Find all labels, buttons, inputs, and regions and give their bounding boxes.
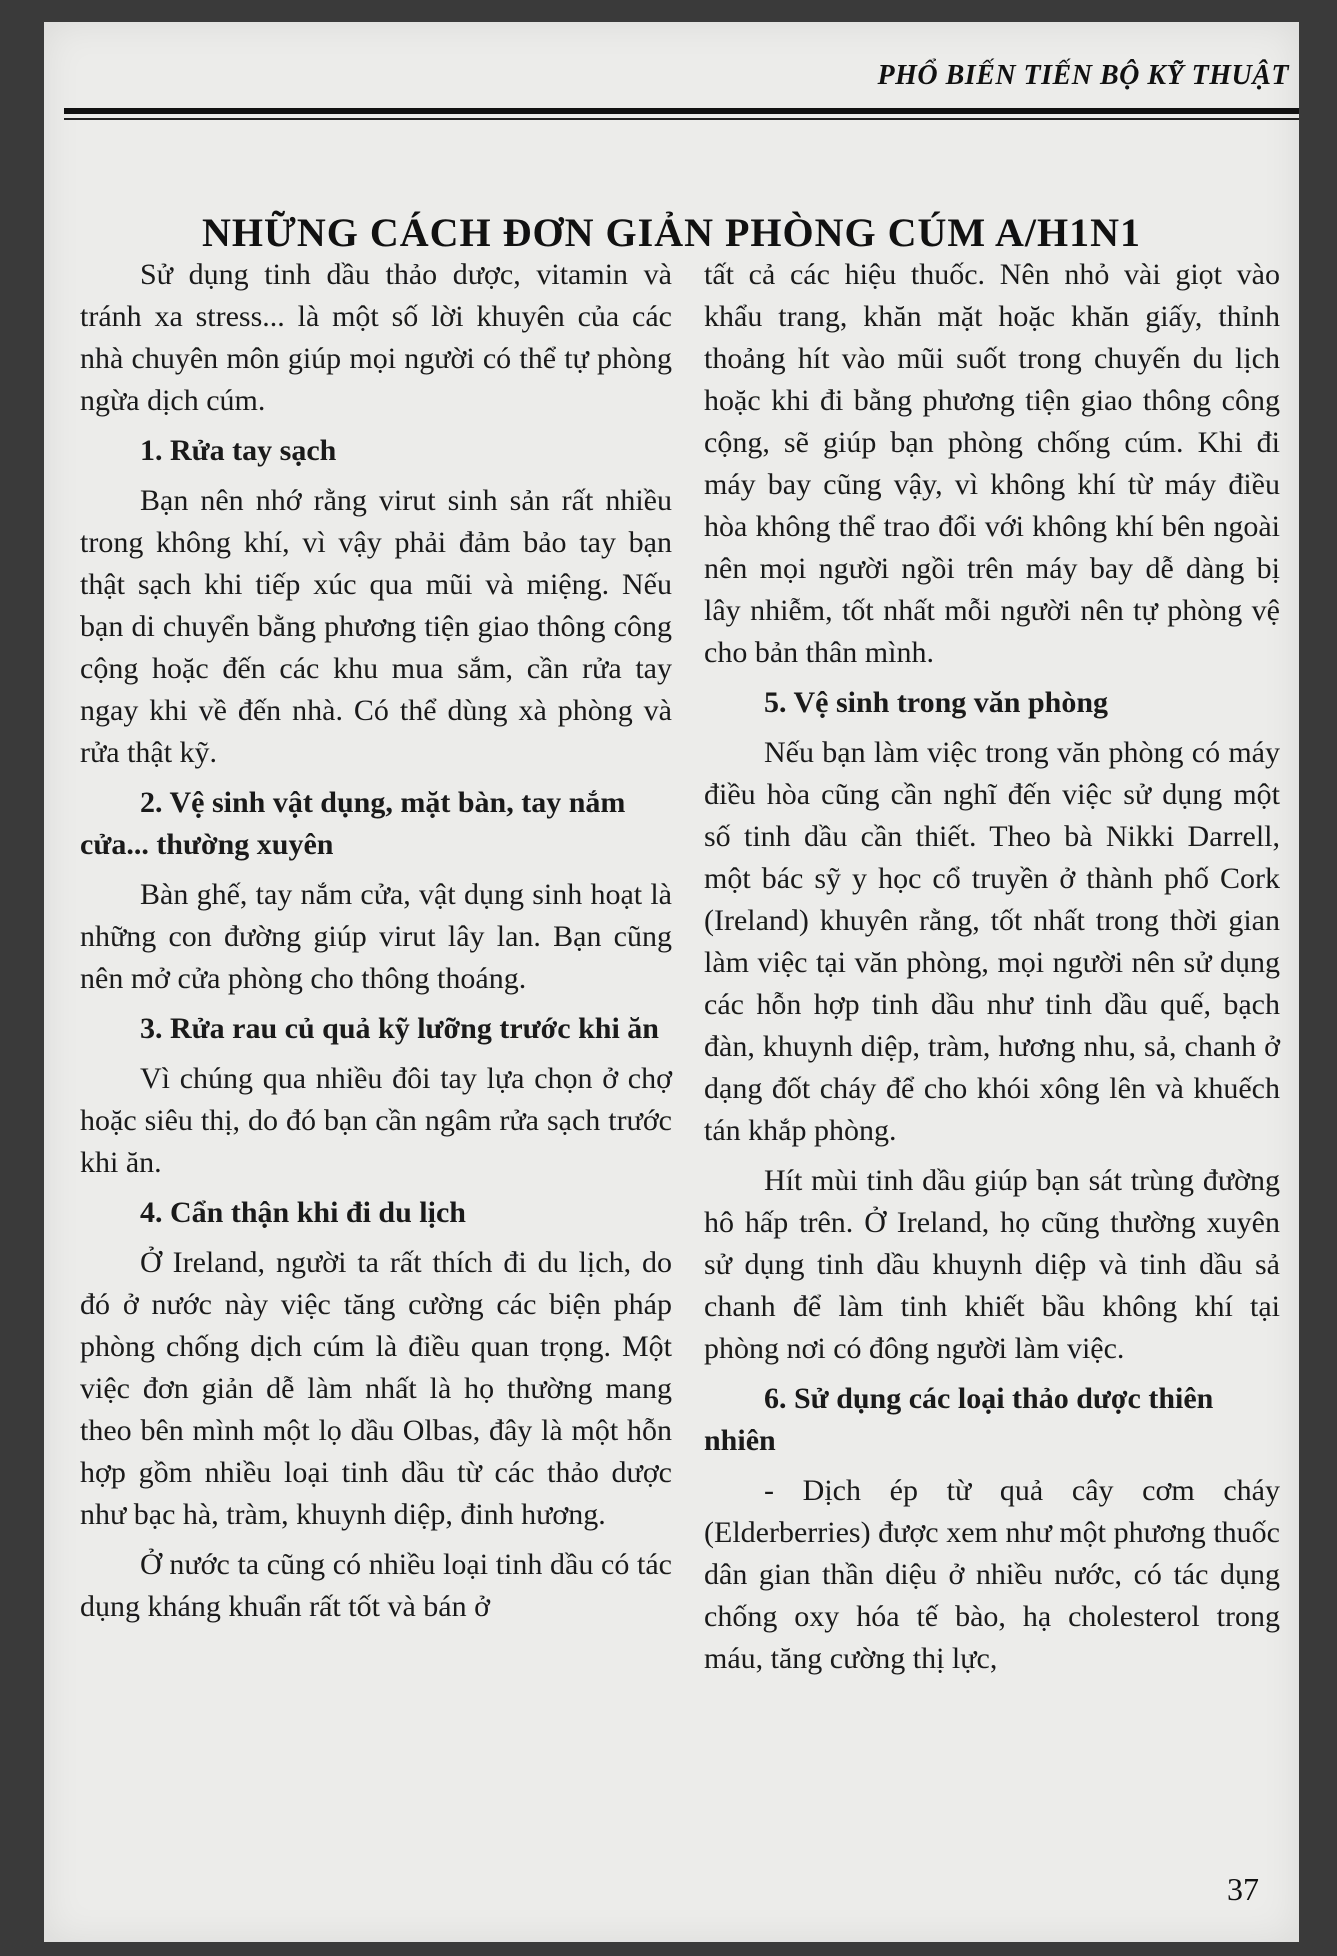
header-rule-thin: [64, 118, 1299, 120]
section-1-paragraph: Bạn nên nhớ rằng virut sinh sản rất nhiều trong không khí, vì vậy phải đảm bảo tay bạn thật sạch khi tiếp xúc qua mũi và miệng. Nếu bạn di chuyển bằng phương tiện giao thông công cộng hoặc đến các khu mua sắm, cần rửa tay ngay khi về đến nhà. Có thể dùng xà phòng và rửa thật kỹ.: [80, 484, 672, 769]
magazine-page: [44, 22, 1299, 1942]
section-4-paragraph-2-continued: tất cả các hiệu thuốc. Nên nhỏ vài giọt vào khẩu trang, khăn mặt hoặc khăn giấy, thỉnh thoảng hít vào mũi suốt trong chuyến du lịch hoặc khi đi bằng phương tiện giao thông công cộng, sẽ giúp bạn phòng chống cúm. Khi đi máy bay cũng vậy, vì không khí từ máy điều hòa không thể trao đổi với không khí bên ngoài nên mọi người ngồi trên máy bay dễ dàng bị lây nhiễm, tốt nhất mỗi người nên tự phòng vệ cho bản thân mình.: [704, 258, 1280, 669]
section-2-paragraph: Bàn ghế, tay nắm cửa, vật dụng sinh hoạt là những con đường giúp virut lây lan. Bạn cũng nên mở cửa phòng cho thông thoáng.: [80, 878, 672, 995]
section-6-paragraph-1: - Dịch ép từ quả cây cơm cháy (Elderberries) được xem như một phương thuốc dân gian thần diệu ở nhiều nước, có tác dụng chống oxy hóa tế bào, hạ cholesterol trong máu, tăng cường thị lực,: [704, 1474, 1280, 1675]
left-column: [80, 254, 672, 1636]
section-4-paragraph-2: Ở nước ta cũng có nhiều loại tinh dầu có tác dụng kháng khuẩn rất tốt và bán ở: [80, 1548, 672, 1623]
section-2-heading: 2. Vệ sinh vật dụng, mặt bàn, tay nắm cửa... thường xuyên: [80, 786, 626, 861]
article-title: NHỮNG CÁCH ĐƠN GIẢN PHÒNG CÚM A/H1N1: [202, 209, 1141, 255]
section-5-paragraph-1: Nếu bạn làm việc trong văn phòng có máy điều hòa cũng cần nghĩ đến việc sử dụng một số tinh dầu cần thiết. Theo bà Nikki Darrell, một bác sỹ y học cổ truyền ở thành phố Cork (Ireland) khuyên rằng, tốt nhất trong thời gian làm việc tại văn phòng, mọi người nên sử dụng các hỗn hợp tinh dầu như tinh dầu quế, bạch đàn, khuynh diệp, tràm, hương nhu, sả, chanh ở dạng đốt cháy để cho khói xông lên và khuếch tán khắp phòng.: [704, 736, 1280, 1147]
section-6-heading: 6. Sử dụng các loại thảo dược thiên nhiên: [704, 1382, 1214, 1457]
section-1-heading: 1. Rửa tay sạch: [140, 434, 337, 467]
section-4-paragraph-1: Ở Ireland, người ta rất thích đi du lịch, do đó ở nước này việc tăng cường các biện pháp phòng chống dịch cúm là điều quan trọng. Một việc đơn giản dễ làm nhất là họ thường mang theo bên mình một lọ dầu Olbas, đây là một hỗn hợp gồm nhiều loại tinh dầu từ các thảo dược như bạc hà, tràm, khuynh diệp, đinh hương.: [80, 1246, 672, 1531]
section-5-heading: 5. Vệ sinh trong văn phòng: [764, 686, 1109, 719]
section-4-heading: 4. Cẩn thận khi đi du lịch: [140, 1196, 466, 1229]
intro-paragraph: Sử dụng tinh dầu thảo dược, vitamin và tránh xa stress... là một số lời khuyên của các nhà chuyên môn giúp mọi người có thể tự phòng ngừa dịch cúm.: [80, 258, 672, 417]
section-label: PHỔ BIẾN TIẾN BỘ KỸ THUẬT: [877, 60, 1289, 91]
page-number: 37: [1227, 1871, 1259, 1907]
section-3-paragraph: Vì chúng qua nhiều đôi tay lựa chọn ở chợ hoặc siêu thị, do đó bạn cần ngâm rửa sạch trước khi ăn.: [80, 1062, 672, 1179]
header-rule-thick: [64, 108, 1299, 114]
section-5-paragraph-2: Hít mùi tinh dầu giúp bạn sát trùng đường hô hấp trên. Ở Ireland, họ cũng thường xuyên sử dụng tinh dầu khuynh diệp và tinh dầu sả chanh để làm tinh khiết bầu không khí tại phòng nơi có đông người làm việc.: [704, 1164, 1280, 1365]
right-column: [704, 254, 1280, 1688]
section-3-heading: 3. Rửa rau củ quả kỹ lưỡng trước khi ăn: [140, 1012, 659, 1045]
